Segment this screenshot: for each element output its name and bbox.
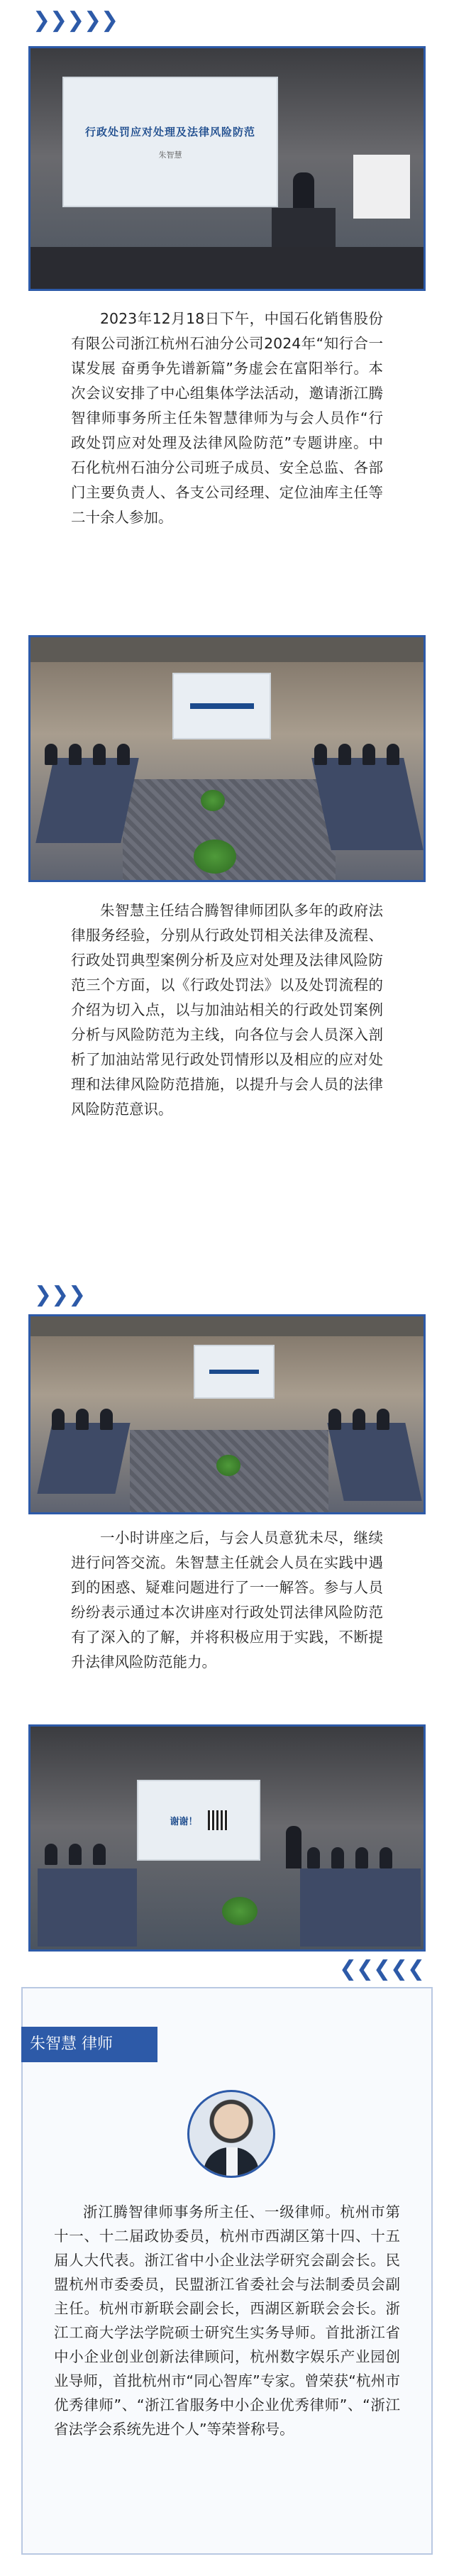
slide-title: 行政处罚应对处理及法律风险防范: [84, 125, 255, 138]
chevron-right-icon: ❯: [84, 8, 99, 33]
intro-paragraph: 2023年12月18日下午，中国石化销售股份有限公司浙江杭州石油分公司2024年“知行合一谋发展 奋勇争先谱新篇”务虚会在富阳举行。本次会议安排了中心组集体学法活动，邀请浙江腾智律师事务所主任朱智慧律师为与会人员作“行政处罚应对处理及法律风险防范”专题讲座。中石化杭州石油分公司班子成员、安全总监、各部门主要负责人、各支公司经理、定位油库主任等二十余人参加。: [71, 310, 383, 526]
qa-slide-text: 谢谢！: [170, 1816, 198, 1827]
chevron-left-icon: ❮: [356, 1956, 372, 1981]
speaker-figure: [293, 172, 314, 211]
whiteboard: [353, 155, 410, 219]
header-chevrons: [33, 10, 116, 31]
qr-code-icon: [208, 1810, 228, 1830]
content-paragraph: 朱智慧主任结合腾智律师团队多年的政府法律服务经验，分别从行政处罚相关法律及流程、行政处罚典型案例分析及应对处理及法律风险防范三个方面，以《行政处罚法》以及处罚流程的介绍为切入点，以与加油站相关的行政处罚案例分析与风险防范为主线，向各位与会人员深入剖析了加油站常见行政处罚情形以及相应的应对处理和法律风险防范措施，以提升与会人员的法律风险防范意识。: [71, 902, 383, 1118]
lawyer-name-tag: 朱智慧 律师: [21, 2027, 157, 2062]
chevron-right-icon: ❯: [67, 8, 82, 33]
chevron-right-icon: ❯: [33, 8, 48, 33]
photo-conference-room: [28, 635, 426, 882]
section-chevrons: [34, 1284, 84, 1306]
projector-screen: [137, 1780, 260, 1861]
projector-screen: [194, 1345, 275, 1399]
chevron-left-icon: ❮: [339, 1956, 355, 1981]
projector-screen: [172, 673, 271, 739]
chevron-right-icon: ❯: [34, 1282, 50, 1307]
projector-screen: [62, 77, 278, 207]
photo-qa: [28, 1724, 426, 1952]
chevron-left-icon: ❮: [373, 1956, 389, 1981]
photo-lecture: [28, 46, 426, 291]
footer-chevrons: [339, 1956, 423, 1981]
photo-audience: [28, 1314, 426, 1514]
lawyer-avatar: [187, 2090, 275, 2178]
chevron-left-icon: ❮: [407, 1956, 423, 1981]
chevron-right-icon: ❯: [101, 8, 116, 33]
chevron-right-icon: ❯: [50, 8, 65, 33]
qa-paragraph: 一小时讲座之后，与会人员意犹未尽，继续进行问答交流。朱智慧主任就会人员在实践中遇到的困惑、疑难问题进行了一一解答。参与人员纷纷表示通过本次讲座对行政处罚法律风险防范有了深入的了解，并将积极应用于实践，不断提升法律风险防范能力。: [71, 1529, 383, 1670]
chevron-right-icon: ❯: [68, 1282, 84, 1307]
chevron-left-icon: ❮: [390, 1956, 406, 1981]
chevron-right-icon: ❯: [51, 1282, 67, 1307]
lawyer-bio: 浙江腾智律师事务所主任、一级律师。杭州市第十一、十二届政协委员，杭州市西湖区第十四、十五届人大代表。浙江省中小企业法学研究会副会长。民盟杭州市委委员，民盟浙江省委社会与法制委员会副主任。杭州市新联会副会长，西湖区新联会会长。浙江工商大学法学院硕士研究生实务导师。首批浙江省中小企业创业创新法律顾问，杭州数字娱乐产业园创业导师，首批杭州市“同心智库”专家。曾荣获“杭州市优秀律师”、“浙江省服务中小企业优秀律师”、“浙江省法学会系统先进个人”等荣誉称号。: [54, 2203, 400, 2438]
slide-speaker: 朱智慧: [158, 150, 182, 160]
